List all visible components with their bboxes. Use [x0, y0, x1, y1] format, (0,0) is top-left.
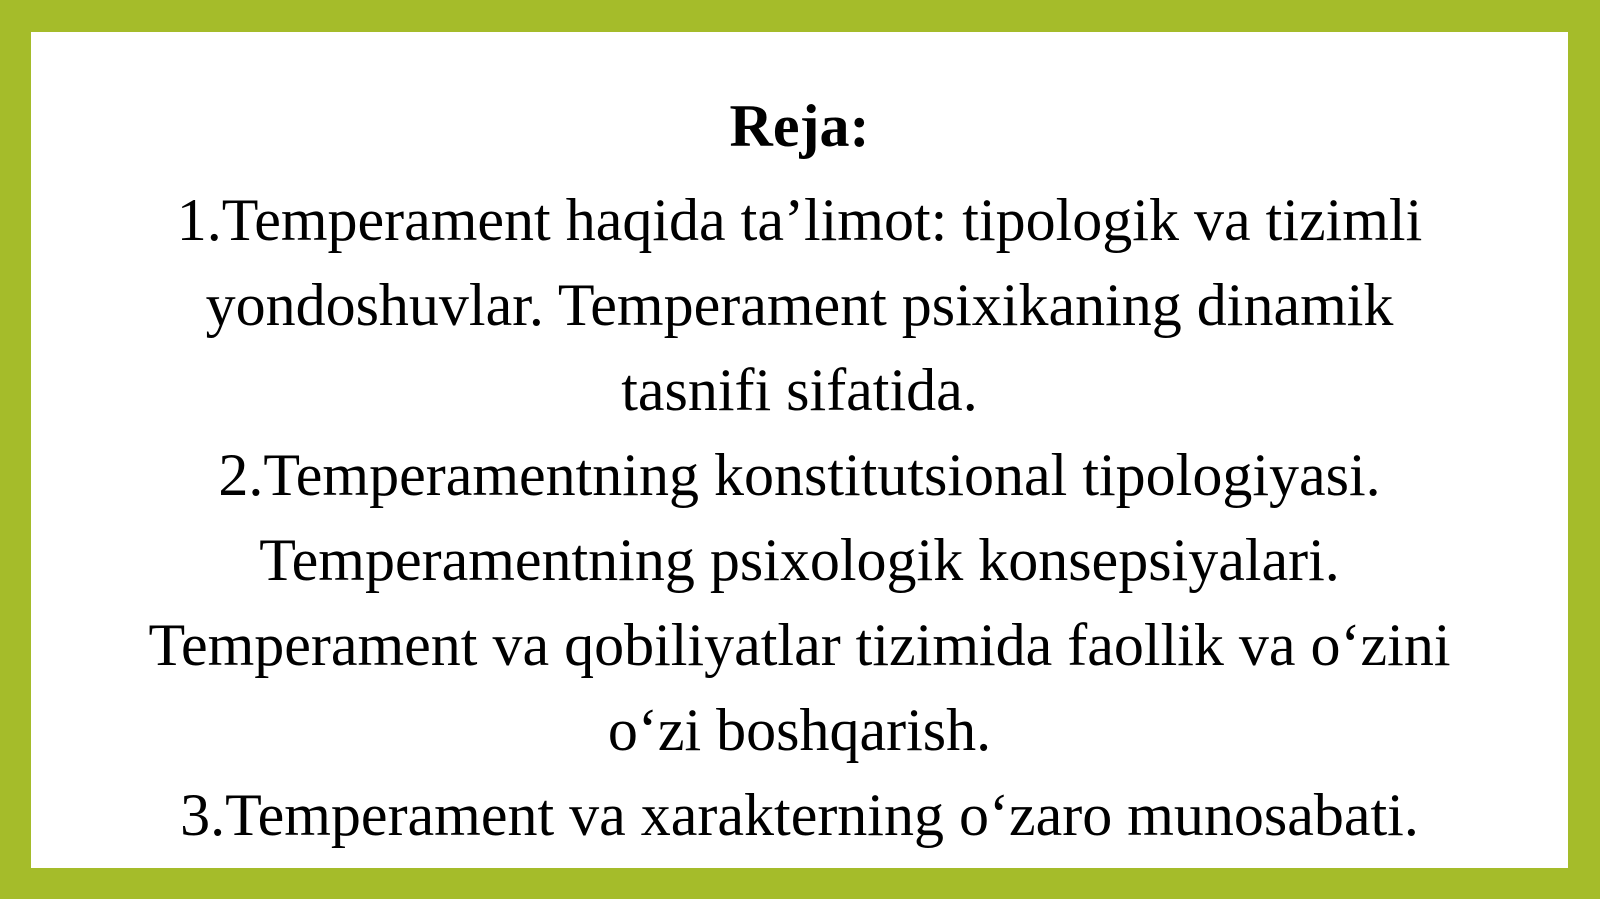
- slide-title: Reja:: [729, 93, 870, 159]
- plan-line-8: 3.Temperament va xarakterning o‘zaro munosabati.: [180, 782, 1419, 848]
- plan-list: [31, 178, 1568, 858]
- plan-line-6: Temperament va qobiliyatlar tizimida faollik va o‘zini: [148, 612, 1451, 678]
- slide-panel: [31, 32, 1568, 868]
- plan-line-1: 1.Temperament haqida ta’limot: tipologik va tizimli: [176, 187, 1423, 253]
- plan-line-7: o‘zi boshqarish.: [607, 697, 992, 763]
- plan-line-4: 2.Temperamentning konstitutsional tipologiyasi.: [218, 442, 1381, 508]
- plan-line-3: tasnifi sifatida.: [621, 357, 978, 423]
- plan-line-2: yondoshuvlar. Temperament psixikaning dinamik: [205, 272, 1394, 338]
- plan-line-5: Temperamentning psixologik konsepsiyalari.: [259, 527, 1340, 593]
